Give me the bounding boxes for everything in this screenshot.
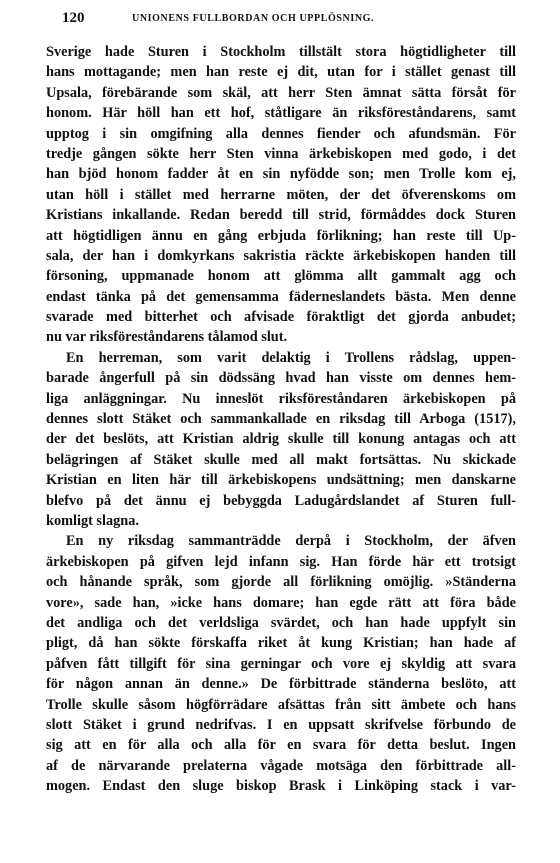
text-line: dennes slott Stäket och sammankallade en riksdag till Arboga (1517), [46,411,516,428]
text-line: upptog i sin omgifning alla dennes fiender och afundsmän. För [46,125,516,142]
text-line: mogen. Endast den sluge biskop Brask i Linköping stack i var- [46,778,516,795]
text-line: vore», sade han, »icke hans domare; han egde rätt att föra både [46,594,516,611]
text-line: Trolle skulle såsom högförrädare afsättas från sitt ämbete och hans [46,696,516,713]
text-line: Sverige hade Sturen i Stockholm tillstält stora högtidligheter till [46,44,516,60]
running-head: UNIONENS FULLBORDAN OCH UPPLÖSNING. [132,13,375,24]
text-line: sala, der han i domkyrkans sakristia räckte ärkebiskopen handen till [46,247,516,264]
text-line: Upsala, förebärande som skäl, att herr Sten ämnat sätta försåt för [46,84,516,101]
text-line: Kristian en liten här till ärkebiskopens undsättning; men danskarne [46,472,516,489]
text-line: pligt, då han sökte förskaffa riket åt kung Kristian; han hade af [46,635,516,652]
text-line: af de närvarande prelaterna vågade motsäga den förbittrade all- [46,757,516,774]
text-line: utan höll i stället med herrarne möten, der det öfverenskoms om [46,186,516,203]
body-text [46,42,516,796]
text-line: det andliga och det verldsliga svärdet, och han hade uppfylt sin [46,614,516,631]
text-line: barade ångerfull på sin dödssäng hvad han visste om dennes hem- [46,370,516,387]
text-line: belägringen af Stäket skulle med all makt fortsättas. Nu skickade [46,451,516,468]
text-line: han bjöd honom fadder åt en sin nyfödde son; men Trolle kom ej, [46,166,516,183]
text-line: och hånande språk, som gjorde all förlikning omöjlig. »Ständerna [46,574,516,591]
text-line: En ny riksdag sammanträdde derpå i Stockholm, der äfven [66,533,516,550]
page-number: 120 [62,10,85,26]
text-line: der det beslöts, att Kristian aldrig skulle till konung antagas och att [46,431,516,448]
text-line: endast tänka på det gemensamma fäderneslandets bästa. Men denne [46,288,516,305]
text-line: honom. Här höll han ett hof, ståtligare än riksföreståndarens, samt [46,105,516,122]
text-line: svarade med bitterhet och afvisade föraktligt det gjorda anbudet; [46,309,516,326]
text-line: nu var riksföreståndarens tålamod slut. [46,329,288,346]
text-line: sig att en för alla och alla för en svara för detta beslut. Ingen [46,737,516,754]
text-line: En herreman, som varit delaktig i Trollens rådslag, uppen- [66,349,516,366]
text-line: påfven fått tillgift för sina gerningar och vore ej skyldig att svara [46,655,516,672]
text-line: Kristians inkallande. Redan beredd till strid, förmåddes dock Sturen [46,207,516,224]
text-line: för någon annan än denne.» De förbittrade ständerna beslöto, att [46,676,516,693]
text-line: slott Stäket i grund nedrifvas. I en uppsatt skrifvelse förbundo de [46,716,516,733]
text-line: blefvo på det ännu ej bebyggda Ladugårdslandet af Sturen full- [46,492,516,509]
text-line: liga anläggningar. Nu inneslöt riksföreståndaren ärkebiskopen på [46,390,516,407]
text-line: hans mottagande; men han reste ej dit, utan for i stället genast till [46,64,516,81]
text-line: försoning, uppmanade honom att glömma allt gammalt agg och [46,268,516,285]
text-line: ärkebiskopen på gifven lejd infann sig. Han förde här ett trotsigt [46,553,516,570]
text-line: komligt slagna. [46,512,139,529]
text-line: tredje gången sökte herr Sten vinna ärkebiskopen med godo, i det [46,145,516,162]
page-header [40,10,512,28]
text-line: att högtidligen ännu en gång erbjuda förlikning; han reste till Up- [46,227,516,244]
